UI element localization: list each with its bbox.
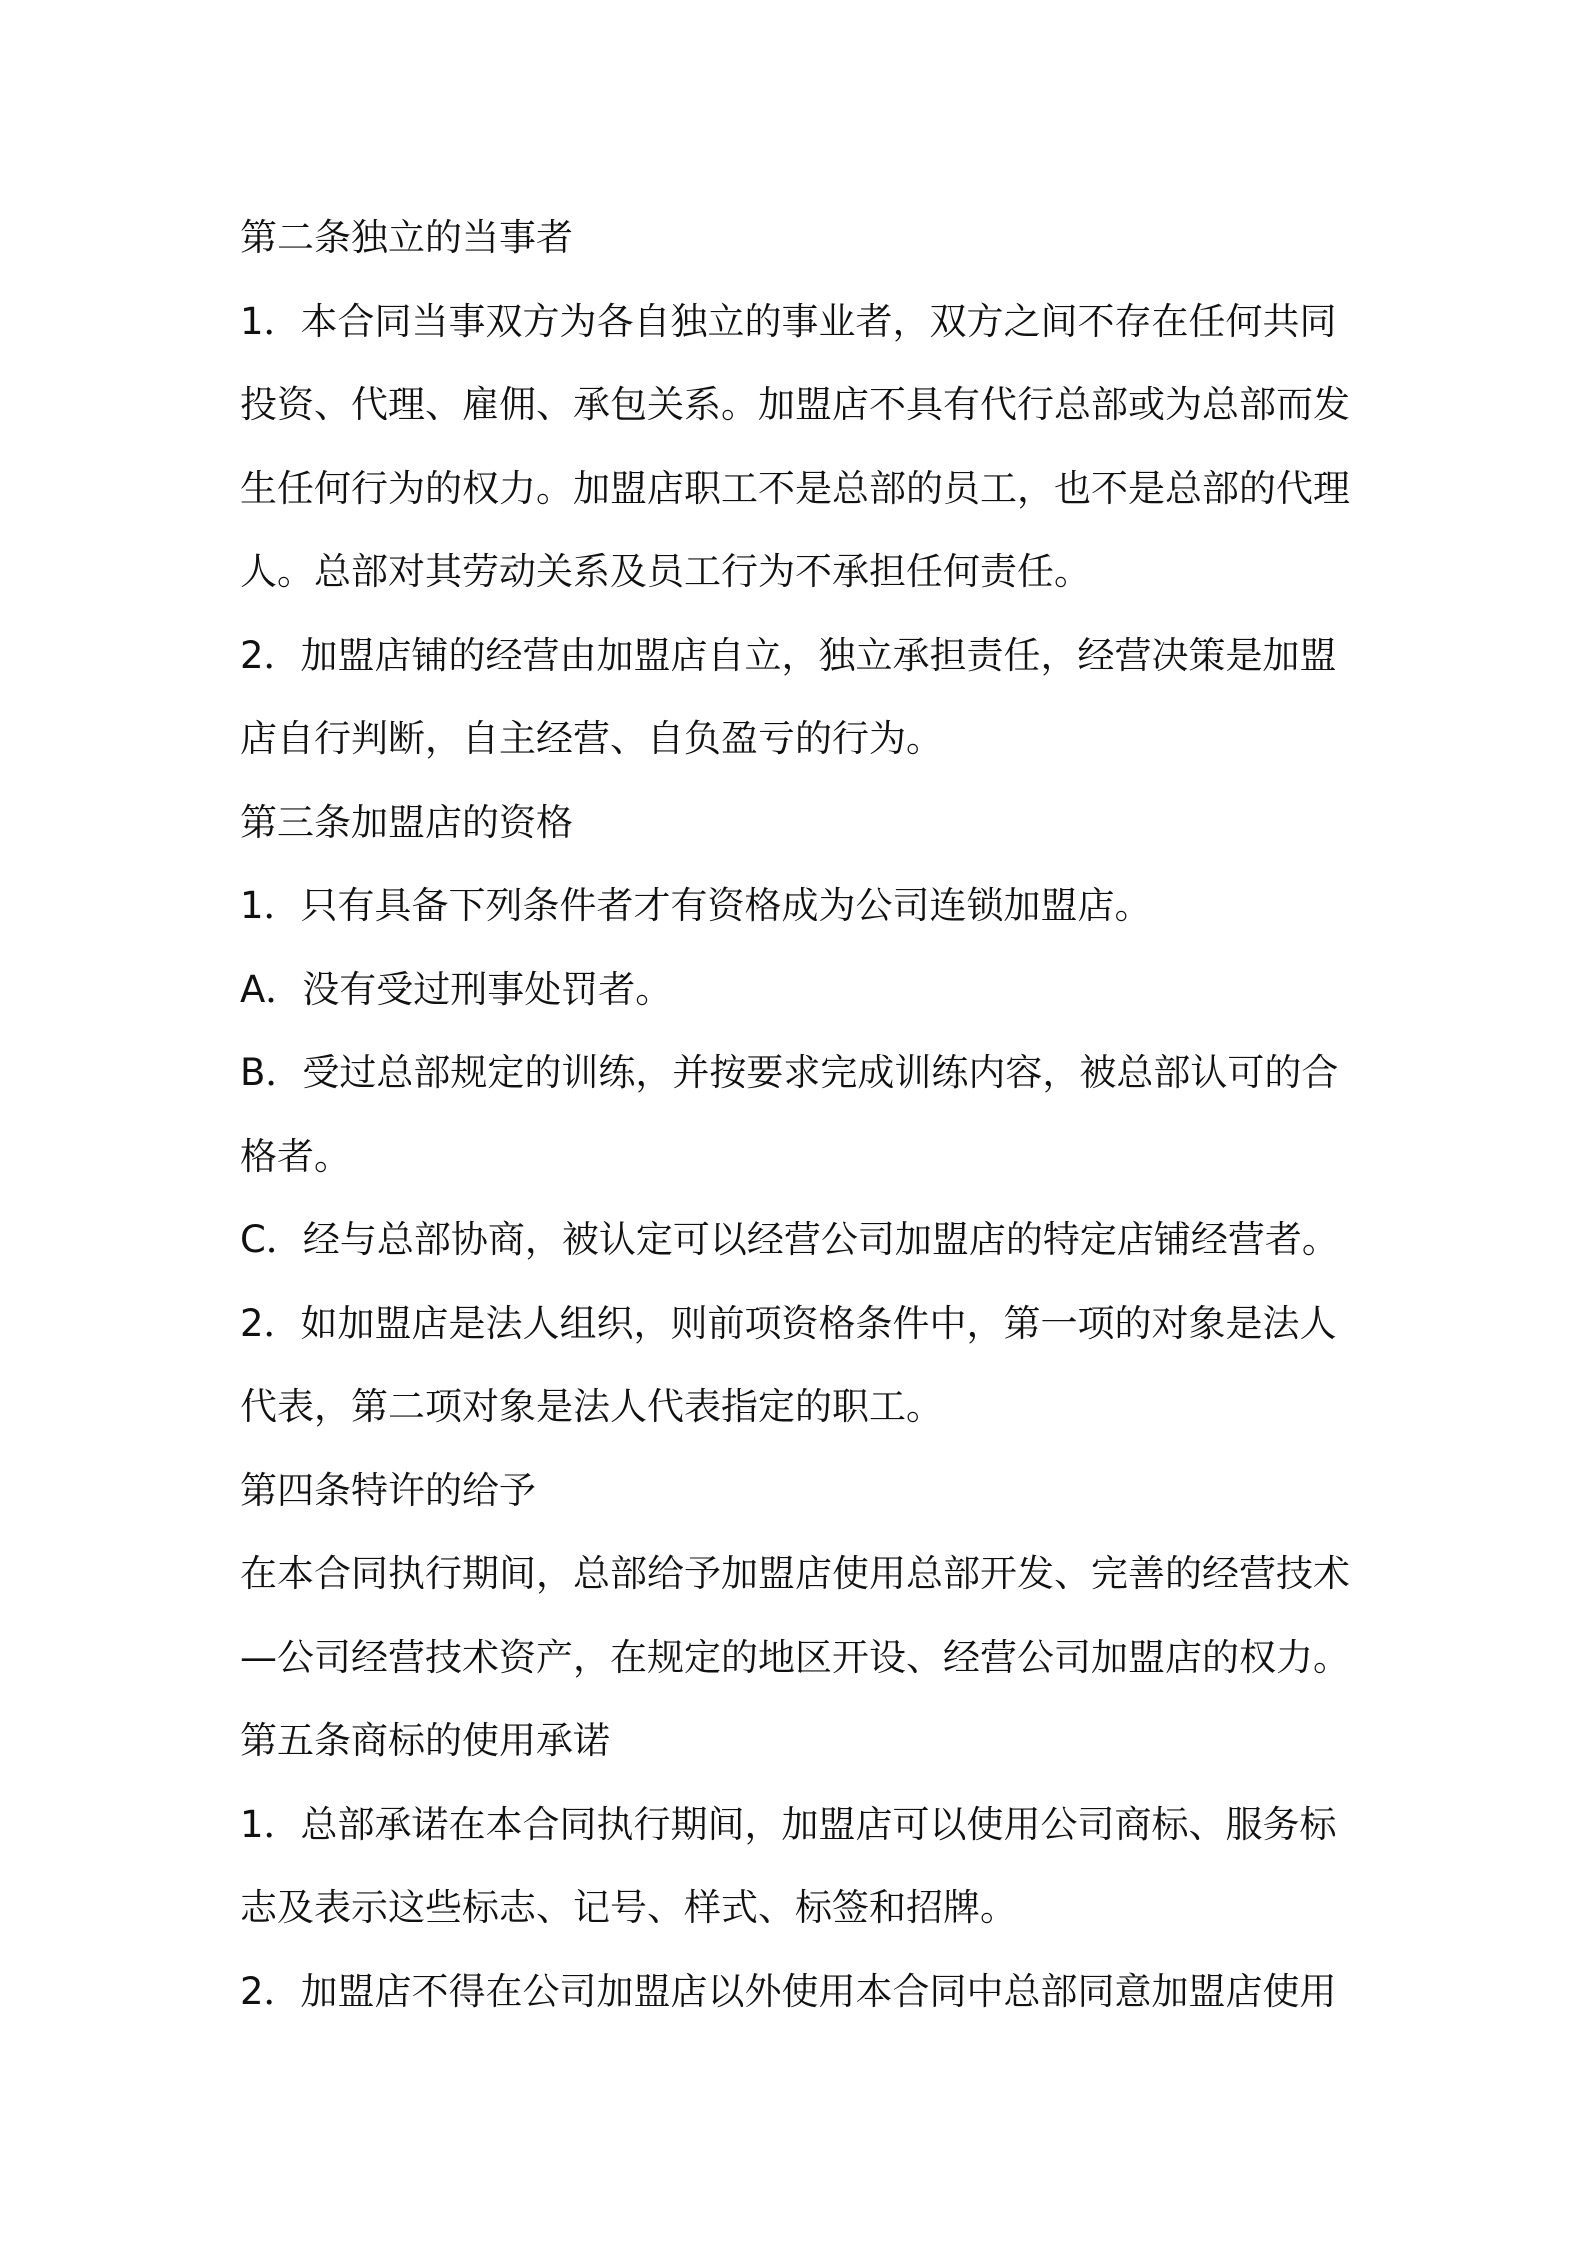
paragraph-line: —公司经营技术资产，在规定的地区开设、经营公司加盟店的权力。 xyxy=(240,1635,1350,1679)
paragraph-line: 1．本合同当事双方为各自独立的事业者，双方之间不存在任何共同 xyxy=(240,299,1337,343)
paragraph-line: 代表，第二项对象是法人代表指定的职工。 xyxy=(240,1385,943,1428)
article-2-heading: 第二条独立的当事者 xyxy=(240,216,573,259)
paragraph-line: 2．加盟店不得在公司加盟店以外使用本合同中总部同意加盟店使用 xyxy=(240,1969,1337,2013)
paragraph-line: A．没有受过刑事处罚者。 xyxy=(240,967,673,1011)
paragraph-line: 1．只有具备下列条件者才有资格成为公司连锁加盟店。 xyxy=(240,884,1152,927)
article-5-heading: 第五条商标的使用承诺 xyxy=(240,1719,610,1762)
paragraph-line: 格者。 xyxy=(240,1134,351,1178)
paragraph-line: 店自行判断，自主经营、自负盈亏的行为。 xyxy=(240,717,943,760)
paragraph-line: 人。总部对其劳动关系及员工行为不承担任何责任。 xyxy=(240,550,1091,593)
document-body xyxy=(240,196,1360,2033)
paragraph-line: C．经与总部协商，被认定可以经营公司加盟店的特定店铺经营者。 xyxy=(240,1218,1339,1261)
article-4-heading: 第四条特许的给予 xyxy=(240,1468,536,1512)
paragraph-line: 1．总部承诺在本合同执行期间，加盟店可以使用公司商标、服务标 xyxy=(240,1802,1337,1846)
paragraph-line: 在本合同执行期间，总部给予加盟店使用总部开发、完善的经营技术 xyxy=(240,1552,1350,1595)
paragraph-line: 投资、代理、雇佣、承包关系。加盟店不具有代行总部或为总部而发 xyxy=(240,383,1350,426)
article-3-heading: 第三条加盟店的资格 xyxy=(240,800,573,844)
paragraph-line: 生任何行为的权力。加盟店职工不是总部的员工，也不是总部的代理 xyxy=(240,466,1350,510)
paragraph-line: 2．如加盟店是法人组织，则前项资格条件中，第一项的对象是法人 xyxy=(240,1301,1337,1345)
paragraph-line: 志及表示这些标志、记号、样式、标签和招牌。 xyxy=(240,1886,1017,1929)
paragraph-line: B．受过总部规定的训练，并按要求完成训练内容，被总部认可的合 xyxy=(240,1051,1339,1094)
paragraph-line: 2．加盟店铺的经营由加盟店自立，独立承担责任，经营决策是加盟 xyxy=(240,633,1337,677)
